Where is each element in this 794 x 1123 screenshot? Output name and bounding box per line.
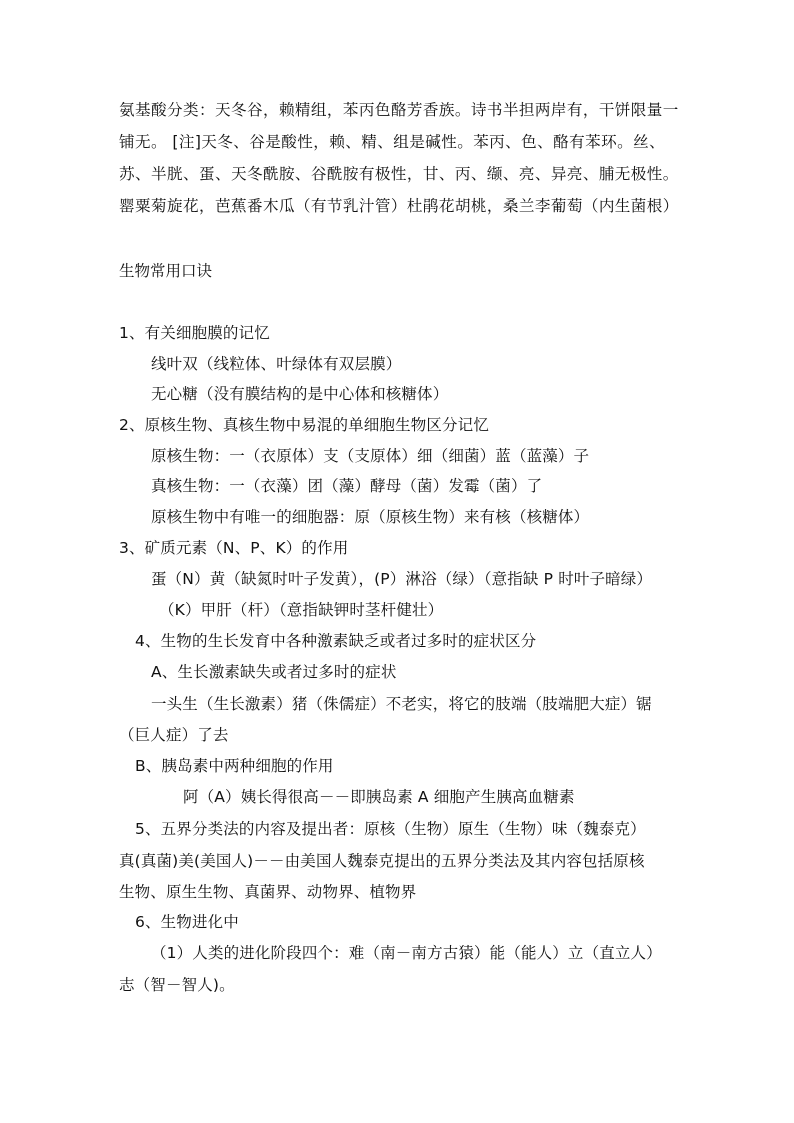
- page-heading: 生物常用口诀: [119, 262, 213, 280]
- section-1-line-1: 线叶双（线粒体、叶绿体有双层膜）: [151, 355, 402, 373]
- section-3-line-2: （K）甲肝（杆）（意指缺钾时茎杆健壮）: [159, 601, 444, 619]
- section-2-line-3: 原核生物中有唯一的细胞器：原（原核生物）来有核（核糖体）: [151, 508, 590, 526]
- section-2-line-1: 原核生物：一（衣原体）支（支原体）细（细菌）蓝（蓝藻）子: [151, 447, 590, 465]
- section-4-a-line-2: （巨人症）了去: [119, 726, 229, 744]
- amino-acid-mnemonic-line-3: 苏、半胱、蛋、天冬酰胺、谷酰胺有极性，甘、丙、缬、亮、异亮、脯无极性。: [119, 165, 679, 183]
- section-4-a-line-1: 一头生（生长激素）猪（侏儒症）不老实，将它的肢端（肢端肥大症）锯: [151, 695, 652, 713]
- section-5-line-1: 5、五界分类法的内容及提出者：原核（生物）原生（生物）味（魏泰克）: [135, 820, 646, 838]
- section-5-line-2: 真(真菌)美(美国人)－－由美国人魏泰克提出的五界分类法及其内容包括原核: [119, 852, 645, 870]
- section-3-title: 3、矿质元素（N、P、K）的作用: [119, 539, 349, 557]
- section-4-title: 4、生物的生长发育中各种激素缺乏或者过多时的症状区分: [135, 632, 537, 650]
- section-1-title: 1、有关细胞膜的记忆: [119, 324, 270, 342]
- section-4-a-title: A、生长激素缺失或者过多时的症状: [151, 663, 397, 681]
- section-4-b-title: B、胰岛素中两种细胞的作用: [135, 757, 334, 775]
- section-3-line-1: 蛋（N）黄（缺氮时叶子发黄），(P）淋浴（绿）（意指缺 P 时叶子暗绿）: [151, 570, 653, 588]
- section-4-b-line-1: 阿（A）姨长得很高－－即胰岛素 A 细胞产生胰高血糖素: [183, 788, 575, 806]
- section-6-line-2: 志（智－智人)。: [119, 976, 235, 994]
- section-2-title: 2、原核生物、真核生物中易混的单细胞生物区分记忆: [119, 416, 489, 434]
- plant-mnemonic-line: 罂粟菊旋花，芭蕉番木瓜（有节乳汁管）杜鹃花胡桃，桑兰李葡萄（内生菌根）: [119, 197, 679, 215]
- section-6-title: 6、生物进化中: [135, 913, 239, 931]
- amino-acid-mnemonic-line-2: 铺无。 [注]天冬、谷是酸性，赖、精、组是碱性。苯丙、色、酪有苯环。丝、: [119, 133, 666, 151]
- amino-acid-mnemonic-line-1: 氨基酸分类：天冬谷，赖精组，苯丙色酪芳香族。诗书半担两岸有，干饼限量一: [119, 101, 679, 119]
- section-5-line-3: 生物、原生生物、真菌界、动物界、植物界: [119, 883, 417, 901]
- section-1-line-2: 无心糖（没有膜结构的是中心体和核糖体）: [151, 385, 449, 403]
- section-2-line-2: 真核生物：一（衣藻）团（藻）酵母（菌）发霉（菌）了: [151, 477, 543, 495]
- section-6-line-1: （1）人类的进化阶段四个：难（南－南方古猿）能（能人）立（直立人）: [151, 944, 662, 962]
